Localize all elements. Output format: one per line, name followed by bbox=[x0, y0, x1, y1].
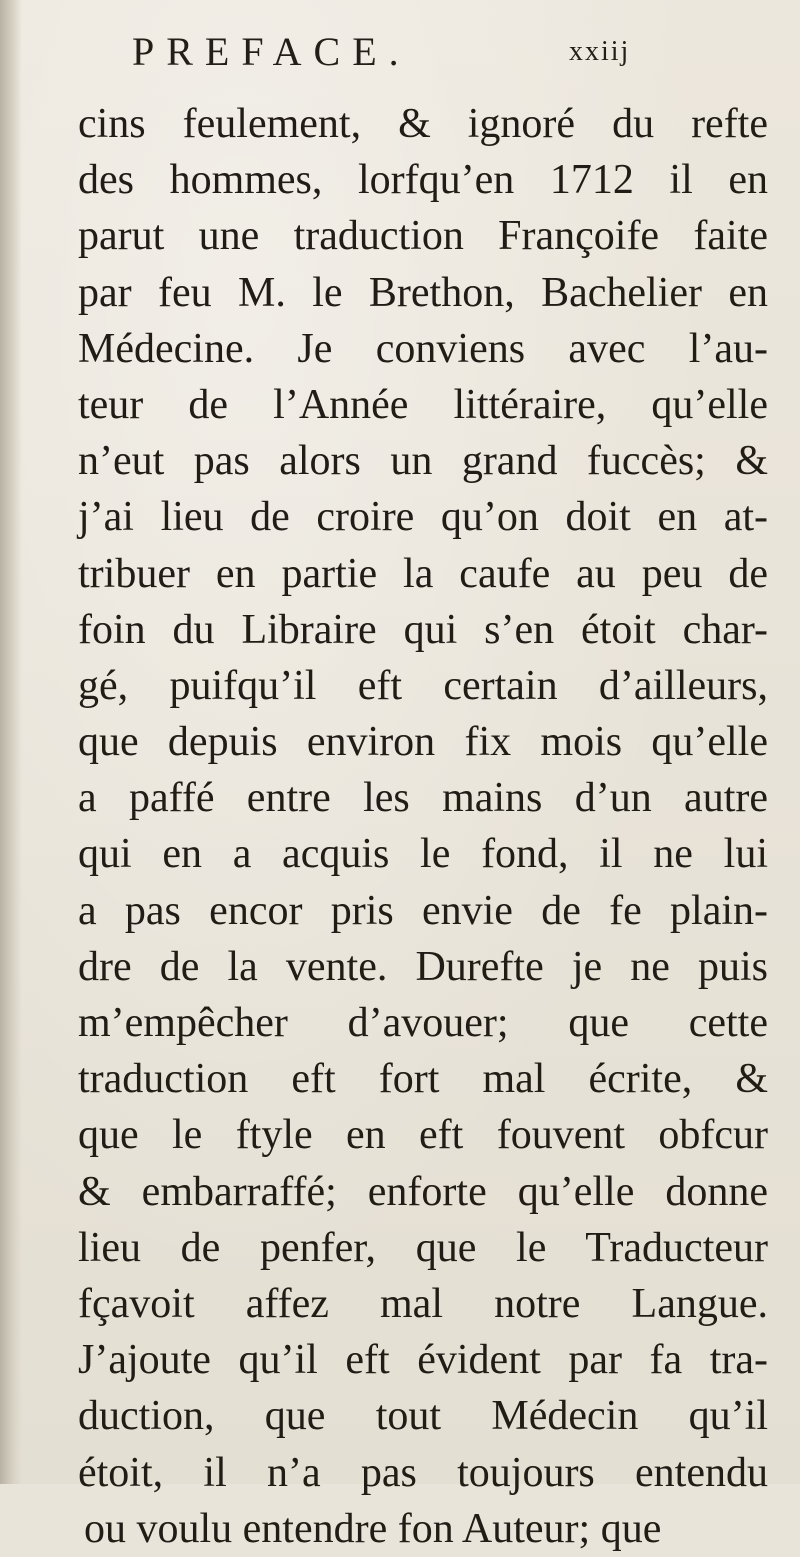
text-line: m’empêcher d’avouer; que cette bbox=[78, 1000, 768, 1046]
text-line: Médecine. Je conviens avec l’au- bbox=[78, 325, 768, 372]
text-line: cins feulement, & ignoré du refte bbox=[78, 101, 768, 147]
text-line: dre de la vente. Durefte je ne puis bbox=[78, 943, 768, 990]
text-line: j’ai lieu de croire qu’on doit en at- bbox=[78, 494, 768, 541]
page-number: xxiij bbox=[569, 36, 631, 67]
text-line: par feu M. le Brethon, Bachelier en bbox=[78, 269, 768, 316]
body-text bbox=[78, 96, 768, 1557]
text-line: que le ftyle en eft fouvent obfcur bbox=[78, 1112, 768, 1159]
text-line: traduction eft fort mal écrite, & bbox=[78, 1056, 768, 1103]
text-line: J’ajoute qu’il eft évident par fa tra- bbox=[78, 1337, 768, 1384]
text-line: n’eut pas alors un grand fuccès; & bbox=[78, 438, 768, 485]
text-line: & embarraffé; enforte qu’elle donne bbox=[78, 1168, 768, 1215]
text-line: a paffé entre les mains d’un autre bbox=[78, 775, 768, 822]
text-line: étoit, il n’a pas toujours entendu bbox=[78, 1449, 768, 1496]
text-line: fçavoit affez mal notre Langue. bbox=[78, 1280, 768, 1327]
text-line: des hommes, lorfqu’en 1712 il en bbox=[78, 157, 768, 204]
text-line: lieu de penfer, que le Traducteur bbox=[78, 1224, 768, 1271]
running-head bbox=[132, 28, 692, 76]
running-head-title: PREFACE. bbox=[132, 29, 411, 74]
text-line: a pas encor pris envie de fe plain- bbox=[78, 887, 768, 934]
text-line: teur de l’Année littéraire, qu’elle bbox=[78, 381, 768, 428]
text-line: qui en a acquis le fond, il ne lui bbox=[78, 831, 768, 878]
text-line: duction, que tout Médecin qu’il bbox=[78, 1393, 768, 1440]
text-line: ou voulu entendre fon Auteur; que bbox=[84, 1505, 662, 1552]
page-gutter-shadow bbox=[0, 0, 22, 1484]
text-line: tribuer en partie la caufe au peu de bbox=[78, 550, 768, 597]
text-line: parut une traduction Françoife faite bbox=[78, 213, 768, 260]
text-line: foin du Libraire qui s’en étoit char- bbox=[78, 606, 768, 653]
text-line: que depuis environ fix mois qu’elle bbox=[78, 719, 768, 766]
text-line: gé, puifqu’il eft certain d’ailleurs, bbox=[78, 662, 768, 709]
